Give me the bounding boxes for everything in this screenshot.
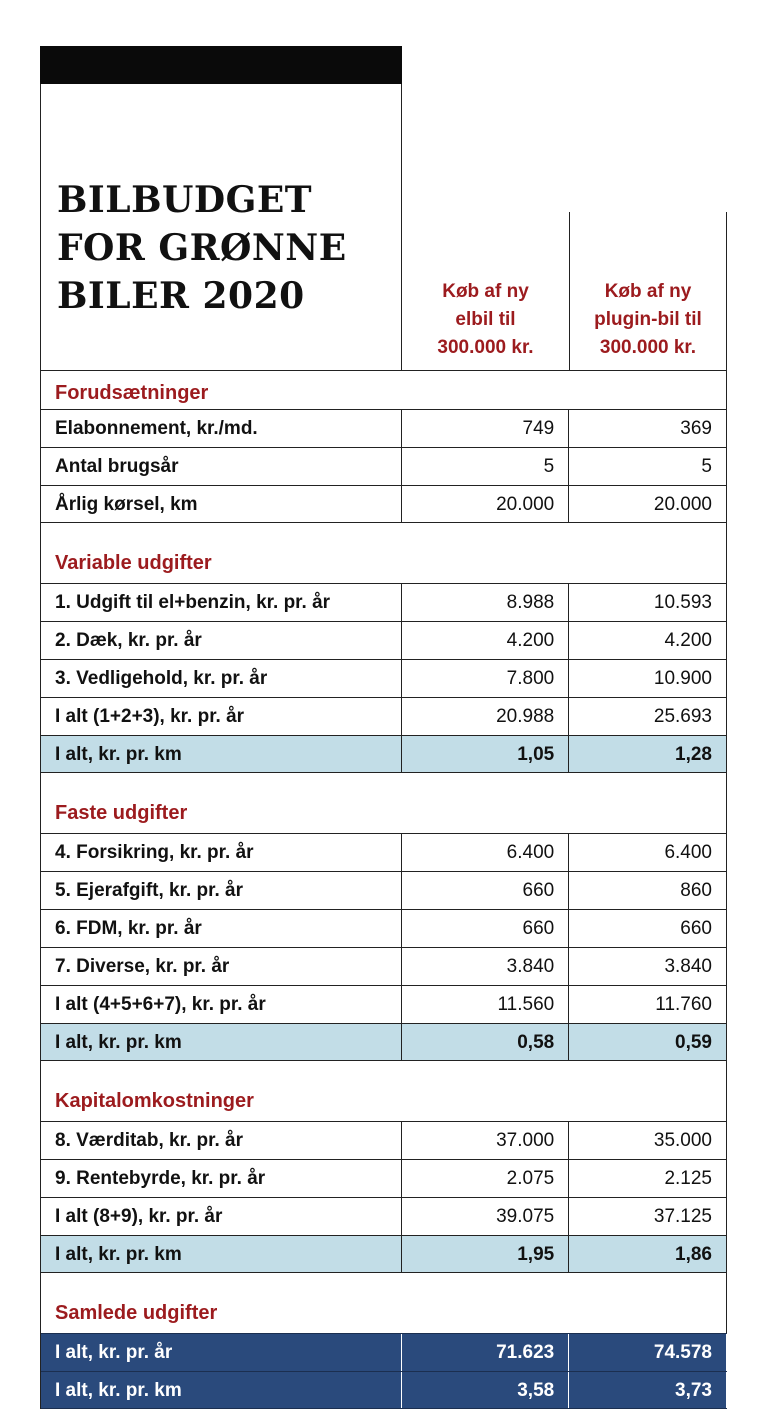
row-label: I alt, kr. pr. km bbox=[41, 736, 402, 772]
row-value-elbil: 0,58 bbox=[402, 1024, 569, 1060]
row-label: 6. FDM, kr. pr. år bbox=[41, 910, 402, 947]
column-header-elbil-label: Køb af ny elbil til 300.000 kr. bbox=[437, 281, 534, 358]
row-value-plugin: 20.000 bbox=[569, 486, 727, 522]
table-row bbox=[41, 583, 727, 621]
row-value-elbil: 3.840 bbox=[402, 948, 569, 985]
row-label: 8. Værditab, kr. pr. år bbox=[41, 1122, 402, 1159]
column-header-elbil bbox=[402, 212, 569, 370]
section-title-faste: Faste udgifter bbox=[41, 773, 727, 833]
row-value-elbil: 20.988 bbox=[402, 698, 569, 735]
table-row-per-km bbox=[41, 1023, 727, 1061]
row-value-elbil: 71.623 bbox=[402, 1334, 569, 1371]
row-label: 1. Udgift til el+benzin, kr. pr. år bbox=[41, 584, 402, 621]
row-label: Årlig kørsel, km bbox=[41, 486, 402, 522]
row-value-elbil: 39.075 bbox=[402, 1198, 569, 1235]
table-row-per-km bbox=[41, 735, 727, 773]
table-row bbox=[41, 409, 727, 447]
row-value-elbil: 7.800 bbox=[402, 660, 569, 697]
row-label: 7. Diverse, kr. pr. år bbox=[41, 948, 402, 985]
row-value-elbil: 749 bbox=[402, 410, 569, 447]
row-value-elbil: 4.200 bbox=[402, 622, 569, 659]
row-value-plugin: 4.200 bbox=[569, 622, 727, 659]
row-label: 3. Vedligehold, kr. pr. år bbox=[41, 660, 402, 697]
row-value-plugin: 660 bbox=[569, 910, 727, 947]
row-label: I alt, kr. pr. km bbox=[41, 1236, 402, 1272]
table-row bbox=[41, 871, 727, 909]
column-header-plugin bbox=[569, 212, 727, 370]
row-value-plugin: 11.760 bbox=[569, 986, 727, 1023]
row-value-elbil: 6.400 bbox=[402, 834, 569, 871]
table-row bbox=[41, 833, 727, 871]
row-value-elbil: 660 bbox=[402, 910, 569, 947]
row-label: I alt (8+9), kr. pr. år bbox=[41, 1198, 402, 1235]
row-label: I alt, kr. pr. km bbox=[41, 1372, 402, 1408]
page-title: BILBUDGET FOR GRØNNE BILER 2020 bbox=[57, 179, 347, 317]
total-row-per-km bbox=[41, 1371, 727, 1409]
table-row bbox=[41, 909, 727, 947]
table-row bbox=[41, 447, 727, 485]
row-label: 5. Ejerafgift, kr. pr. år bbox=[41, 872, 402, 909]
row-value-elbil: 3,58 bbox=[402, 1372, 569, 1408]
column-header-plugin-label: Køb af ny plugin-bil til 300.000 kr. bbox=[594, 281, 702, 358]
row-value-plugin: 1,28 bbox=[569, 736, 727, 772]
row-value-elbil: 1,05 bbox=[402, 736, 569, 772]
row-value-plugin: 0,59 bbox=[569, 1024, 727, 1060]
row-value-plugin: 3,73 bbox=[569, 1372, 727, 1408]
row-value-elbil: 20.000 bbox=[402, 486, 569, 522]
row-value-plugin: 2.125 bbox=[569, 1160, 727, 1197]
row-value-plugin: 10.900 bbox=[569, 660, 727, 697]
table-row bbox=[41, 1159, 727, 1197]
table-row bbox=[41, 659, 727, 697]
table-row bbox=[41, 947, 727, 985]
row-label: 2. Dæk, kr. pr. år bbox=[41, 622, 402, 659]
title-box bbox=[40, 84, 402, 370]
table-row bbox=[41, 697, 727, 735]
section-title-forudsaetninger: Forudsætninger bbox=[41, 371, 727, 409]
row-value-elbil: 1,95 bbox=[402, 1236, 569, 1272]
total-row-per-year bbox=[41, 1333, 727, 1371]
row-value-plugin: 10.593 bbox=[569, 584, 727, 621]
row-value-plugin: 25.693 bbox=[569, 698, 727, 735]
table-row bbox=[41, 1121, 727, 1159]
row-value-plugin: 35.000 bbox=[569, 1122, 727, 1159]
budget-table bbox=[40, 370, 727, 1409]
row-value-plugin: 74.578 bbox=[569, 1334, 727, 1371]
section-title-kapital: Kapitalomkostninger bbox=[41, 1061, 727, 1121]
row-value-plugin: 1,86 bbox=[569, 1236, 727, 1272]
header-black-bar bbox=[40, 46, 402, 84]
row-value-plugin: 369 bbox=[569, 410, 727, 447]
table-row-per-km bbox=[41, 1235, 727, 1273]
row-value-elbil: 660 bbox=[402, 872, 569, 909]
row-value-plugin: 37.125 bbox=[569, 1198, 727, 1235]
row-value-plugin: 6.400 bbox=[569, 834, 727, 871]
table-row bbox=[41, 1197, 727, 1235]
row-value-elbil: 5 bbox=[402, 448, 569, 485]
row-value-plugin: 860 bbox=[569, 872, 727, 909]
row-label: I alt, kr. pr. km bbox=[41, 1024, 402, 1060]
row-label: I alt (1+2+3), kr. pr. år bbox=[41, 698, 402, 735]
row-value-elbil: 2.075 bbox=[402, 1160, 569, 1197]
table-row bbox=[41, 621, 727, 659]
section-title-variable: Variable udgifter bbox=[41, 523, 727, 583]
table-row bbox=[41, 485, 727, 523]
row-label: 9. Rentebyrde, kr. pr. år bbox=[41, 1160, 402, 1197]
table-row bbox=[41, 985, 727, 1023]
section-title-samlede: Samlede udgifter bbox=[41, 1273, 727, 1333]
row-value-elbil: 11.560 bbox=[402, 986, 569, 1023]
row-label: Antal brugsår bbox=[41, 448, 402, 485]
row-label: Elabonnement, kr./md. bbox=[41, 410, 402, 447]
row-value-elbil: 8.988 bbox=[402, 584, 569, 621]
row-label: I alt (4+5+6+7), kr. pr. år bbox=[41, 986, 402, 1023]
row-value-plugin: 5 bbox=[569, 448, 727, 485]
row-label: 4. Forsikring, kr. pr. år bbox=[41, 834, 402, 871]
row-value-plugin: 3.840 bbox=[569, 948, 727, 985]
row-value-elbil: 37.000 bbox=[402, 1122, 569, 1159]
row-label: I alt, kr. pr. år bbox=[41, 1334, 402, 1371]
